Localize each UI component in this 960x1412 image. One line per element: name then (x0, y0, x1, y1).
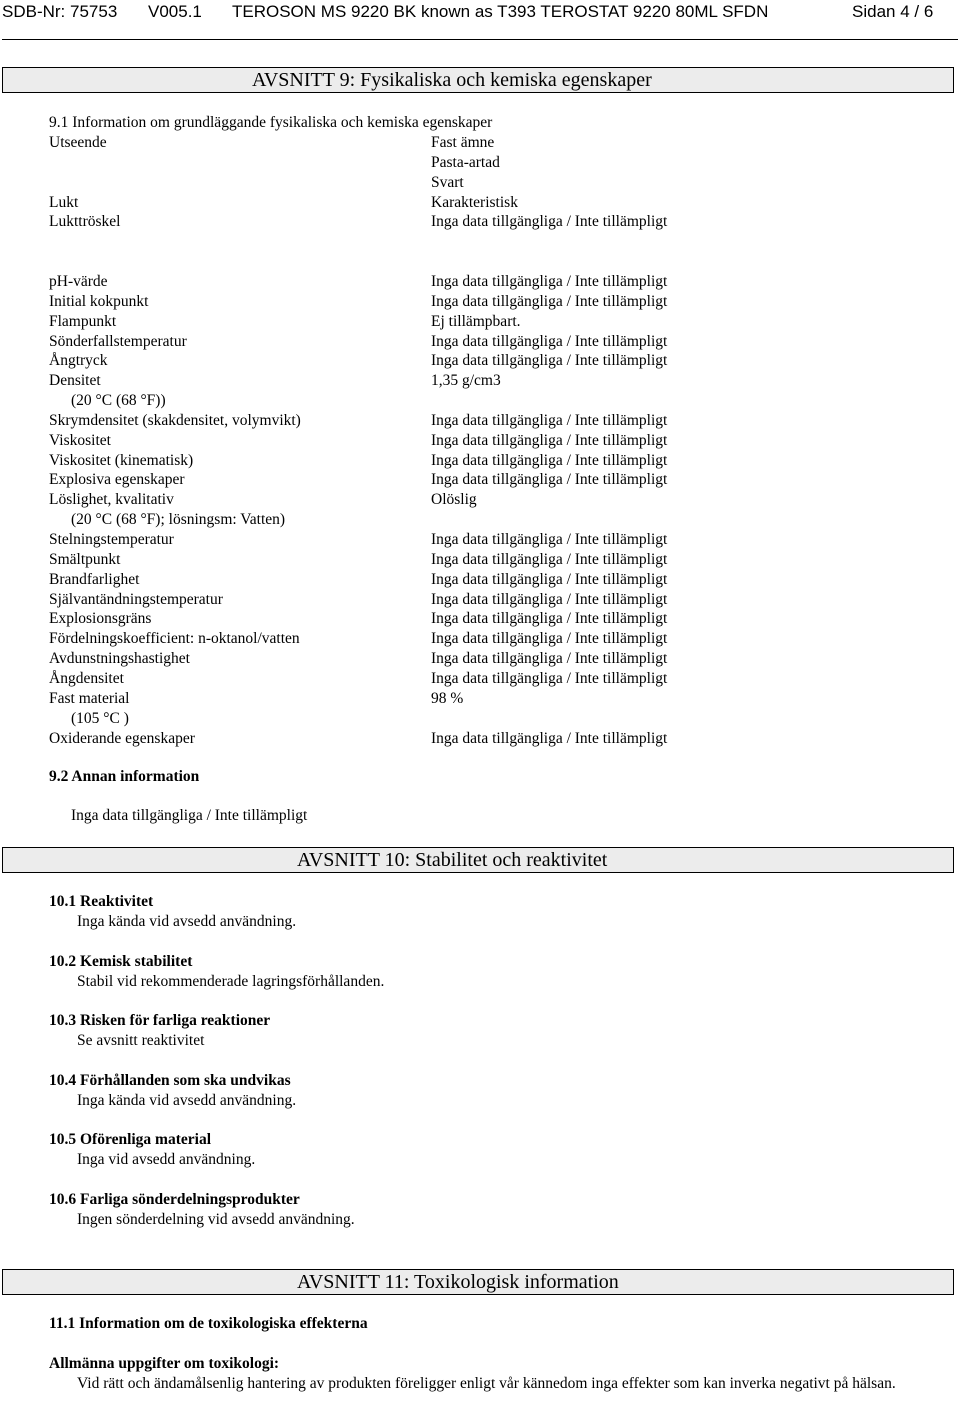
property-value: Inga data tillgängliga / Inte tillämpligt (431, 432, 668, 449)
section10-item-text: Ingen sönderdelning vid avsedd användning. (77, 1211, 355, 1228)
property-value: Karakteristisk (431, 194, 518, 211)
property-label: Sönderfallstemperatur (49, 333, 187, 350)
property-value: Inga data tillgängliga / Inte tillämpligt (431, 650, 668, 667)
header-rule (2, 39, 958, 40)
property-value: Inga data tillgängliga / Inte tillämpligt (431, 273, 668, 290)
property-value: 1,35 g/cm3 (431, 372, 501, 389)
property-label: (20 °C (68 °F)) (71, 392, 166, 409)
property-value: Inga data tillgängliga / Inte tillämpligt (431, 670, 668, 687)
property-label: Utseende (49, 134, 107, 151)
property-value: Inga data tillgängliga / Inte tillämpligt (431, 452, 668, 469)
property-value: Inga data tillgängliga / Inte tillämpligt (431, 471, 668, 488)
property-label: Självantändningstemperatur (49, 591, 223, 608)
section10-item-title: 10.4 Förhållanden som ska undvikas (49, 1072, 291, 1089)
header-page: Sidan 4 / 6 (852, 2, 934, 21)
property-value: Inga data tillgängliga / Inte tillämpligt (431, 630, 668, 647)
property-value: Inga data tillgängliga / Inte tillämpligt (431, 213, 668, 230)
property-label: Skrymdensitet (skakdensitet, volymvikt) (49, 412, 301, 429)
property-label: Lukt (49, 194, 79, 211)
property-label: Stelningstemperatur (49, 531, 174, 548)
property-label: pH-värde (49, 273, 108, 290)
section9-title: AVSNITT 9: Fysikaliska och kemiska egenskaper (252, 69, 652, 91)
property-value: Pasta-artad (431, 154, 500, 171)
section11-general-text: Vid rätt och ändamålsenlig hantering av produkten föreligger enligt vår kännedom inga effekter som kan inverka negativt på hälsan. (77, 1375, 896, 1392)
header-product: TEROSON MS 9220 BK known as T393 TEROSTAT 9220 80ML SFDN (232, 2, 769, 21)
property-value: 98 % (431, 690, 464, 707)
section10-title: AVSNITT 10: Stabilitet och reaktivitet (297, 849, 608, 871)
property-label: Brandfarlighet (49, 571, 140, 588)
section10-item-text: Inga kända vid avsedd användning. (77, 913, 297, 930)
property-label: Avdunstningshastighet (49, 650, 190, 667)
property-label: Smältpunkt (49, 551, 121, 568)
section10-item-text: Inga vid avsedd användning. (77, 1151, 256, 1168)
section9-other-info: Inga data tillgängliga / Inte tillämpligt (71, 807, 308, 824)
property-value: Inga data tillgängliga / Inte tillämpligt (431, 293, 668, 310)
property-label: Fördelningskoefficient: n-oktanol/vatten (49, 630, 300, 647)
property-label: Ångdensitet (49, 670, 124, 687)
section11-subtitle-1: 11.1 Information om de toxikologiska effekterna (49, 1315, 368, 1332)
header-version: V005.1 (148, 2, 202, 21)
property-label: Löslighet, kvalitativ (49, 491, 174, 508)
property-label: Oxiderande egenskaper (49, 730, 195, 747)
property-label: Explosiva egenskaper (49, 471, 185, 488)
section11-general-title: Allmänna uppgifter om toxikologi: (49, 1355, 280, 1372)
property-label: (105 °C ) (71, 710, 129, 727)
property-value: Inga data tillgängliga / Inte tillämpligt (431, 333, 668, 350)
property-label: (20 °C (68 °F); lösningsm: Vatten) (71, 511, 286, 528)
property-value: Inga data tillgängliga / Inte tillämpligt (431, 610, 668, 627)
section10-item-title: 10.3 Risken för farliga reaktioner (49, 1012, 271, 1029)
section11-title: AVSNITT 11: Toxikologisk information (297, 1271, 619, 1293)
section10-item-title: 10.2 Kemisk stabilitet (49, 953, 193, 970)
property-value: Inga data tillgängliga / Inte tillämpligt (431, 591, 668, 608)
property-label: Ångtryck (49, 352, 108, 369)
section10-item-title: 10.1 Reaktivitet (49, 893, 154, 910)
property-label: Viskositet (kinematisk) (49, 452, 194, 469)
property-value: Inga data tillgängliga / Inte tillämpligt (431, 730, 668, 747)
section10-item-title: 10.6 Farliga sönderdelningsprodukter (49, 1191, 300, 1208)
property-value: Fast ämne (431, 134, 495, 151)
header-sdb-nr: SDB-Nr: 75753 (2, 2, 118, 21)
property-value: Inga data tillgängliga / Inte tillämpligt (431, 551, 668, 568)
property-value: Olöslig (431, 491, 477, 508)
property-value: Inga data tillgängliga / Inte tillämpligt (431, 352, 668, 369)
property-label: Densitet (49, 372, 101, 389)
property-value: Inga data tillgängliga / Inte tillämpligt (431, 571, 668, 588)
section10-item-text: Stabil vid rekommenderade lagringsförhållanden. (77, 973, 385, 990)
property-value: Inga data tillgängliga / Inte tillämpligt (431, 412, 668, 429)
section10-item-title: 10.5 Oförenliga material (49, 1131, 212, 1148)
property-label: Fast material (49, 690, 130, 707)
property-label: Explosionsgräns (49, 610, 152, 627)
section9-subtitle-1: 9.1 Information om grundläggande fysikaliska och kemiska egenskaper (49, 114, 493, 131)
property-value: Ej tillämpbart. (431, 313, 521, 330)
property-label: Flampunkt (49, 313, 117, 330)
property-label: Initial kokpunkt (49, 293, 149, 310)
section9-subtitle-2: 9.2 Annan information (49, 768, 200, 785)
property-label: Lukttröskel (49, 213, 121, 230)
property-label: Viskositet (49, 432, 111, 449)
section10-item-text: Inga kända vid avsedd användning. (77, 1092, 297, 1109)
section10-item-text: Se avsnitt reaktivitet (77, 1032, 205, 1049)
property-value: Svart (431, 174, 464, 191)
property-value: Inga data tillgängliga / Inte tillämpligt (431, 531, 668, 548)
